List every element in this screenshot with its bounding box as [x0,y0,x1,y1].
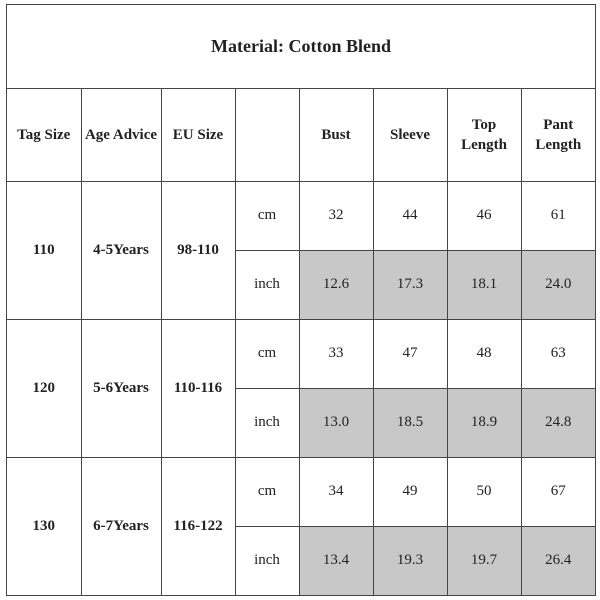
header-unit [235,89,299,181]
sleeve-cell: 49 [373,457,447,526]
sleeve-cell: 44 [373,181,447,250]
pant-length-cell: 61 [521,181,595,250]
bust-cell: 34 [299,457,373,526]
header-pant-length: Pant Length [521,89,595,181]
header-sleeve: Sleeve [373,89,447,181]
unit-cell: inch [235,250,299,319]
tag-size-cell: 130 [7,457,81,595]
sleeve-cell: 17.3 [373,250,447,319]
unit-cell: cm [235,181,299,250]
unit-cell: inch [235,526,299,595]
age-advice-cell: 4-5Years [81,181,161,319]
unit-cell: cm [235,457,299,526]
chart-title: Material: Cotton Blend [7,5,595,89]
pant-length-cell: 63 [521,319,595,388]
sleeve-cell: 47 [373,319,447,388]
top-length-cell: 46 [447,181,521,250]
top-length-cell: 50 [447,457,521,526]
unit-cell: cm [235,319,299,388]
tag-size-cell: 120 [7,319,81,457]
age-advice-cell: 6-7Years [81,457,161,595]
top-length-cell: 19.7 [447,526,521,595]
bust-cell: 32 [299,181,373,250]
top-length-cell: 48 [447,319,521,388]
eu-size-cell: 116-122 [161,457,235,595]
size-table [7,89,595,596]
table-row [7,319,595,388]
age-advice-cell: 5-6Years [81,319,161,457]
sleeve-cell: 18.5 [373,388,447,457]
header-top-length: Top Length [447,89,521,181]
bust-cell: 12.6 [299,250,373,319]
eu-size-cell: 98-110 [161,181,235,319]
bust-cell: 33 [299,319,373,388]
unit-cell: inch [235,388,299,457]
size-chart [6,4,596,596]
header-age-advice: Age Advice [81,89,161,181]
top-length-cell: 18.1 [447,250,521,319]
top-length-cell: 18.9 [447,388,521,457]
eu-size-cell: 110-116 [161,319,235,457]
header-eu-size: EU Size [161,89,235,181]
header-row [7,89,595,181]
pant-length-cell: 26.4 [521,526,595,595]
pant-length-cell: 24.8 [521,388,595,457]
bust-cell: 13.4 [299,526,373,595]
tag-size-cell: 110 [7,181,81,319]
header-bust: Bust [299,89,373,181]
pant-length-cell: 67 [521,457,595,526]
table-row [7,457,595,526]
sleeve-cell: 19.3 [373,526,447,595]
pant-length-cell: 24.0 [521,250,595,319]
table-row [7,181,595,250]
header-tag-size: Tag Size [7,89,81,181]
bust-cell: 13.0 [299,388,373,457]
